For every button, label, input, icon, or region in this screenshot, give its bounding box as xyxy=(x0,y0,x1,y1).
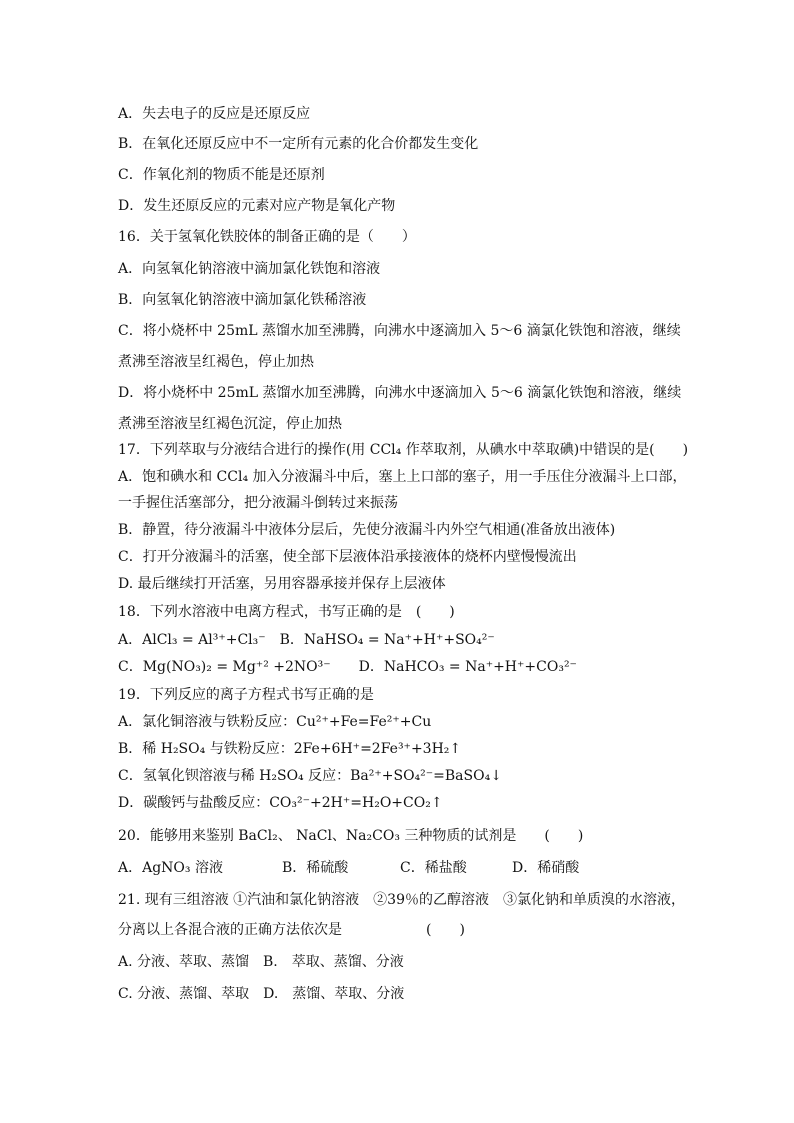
q15-option-c: C．作氧化剂的物质不能是还原剂 xyxy=(118,167,325,183)
q17-stem: 17．下列萃取与分液结合进行的操作(用 CCl₄ 作萃取剂，从碘水中萃取碘)中错误的是( ) xyxy=(118,442,689,458)
q16-option-c-cont: 煮沸至溶液呈红褐色，停止加热 xyxy=(118,354,314,370)
q21-stem-cont: 分离以上各混合液的正确方法依次是 ( ) xyxy=(118,922,465,938)
q19-option-c: C．氢氧化钡溶液与稀 H₂SO₄ 反应：Ba²⁺+SO₄²⁻=BaSO₄↓ xyxy=(118,768,502,784)
q17-option-a-cont: 一手握住活塞部分，把分液漏斗倒转过来振荡 xyxy=(118,495,398,511)
q19-option-b: B．稀 H₂SO₄ 与铁粉反应：2Fe+6H⁺=2Fe³⁺+3H₂↑ xyxy=(118,741,462,757)
q17-option-d: D. 最后继续打开活塞，另用容器承接并保存上层液体 xyxy=(118,576,446,592)
q21-options-ab: A. 分液、萃取、蒸馏 B. 萃取、蒸馏、分液 xyxy=(118,954,404,970)
q20-option-c: C．稀盐酸 xyxy=(400,860,467,876)
q19-option-d: D．碳酸钙与盐酸反应：CO₃²⁻+2H⁺=H₂O+CO₂↑ xyxy=(118,795,443,811)
q20-option-a: A．AgNO₃ 溶液 xyxy=(118,860,223,876)
q18-options-ab: A．AlCl₃ = Al³⁺+Cl₃⁻ B．NaHSO₄ = Na⁺+H⁺+SO₄²⁻ xyxy=(118,632,495,648)
q16-option-d: D．将小烧杯中 25mL 蒸馏水加至沸腾，向沸水中逐滴加入 5～6 滴氯化铁饱和溶液，继续 xyxy=(118,385,682,401)
q16-stem: 16．关于氢氧化铁胶体的制备正确的是（ ） xyxy=(118,229,416,245)
q20-option-b: B．稀硫酸 xyxy=(282,860,349,876)
q17-option-c: C．打开分液漏斗的活塞，使全部下层液体沿承接液体的烧杯内壁慢慢流出 xyxy=(118,549,577,565)
q16-option-c: C．将小烧杯中 25mL 蒸馏水加至沸腾，向沸水中逐滴加入 5～6 滴氯化铁饱和溶液，继续 xyxy=(118,323,681,339)
q16-option-d-cont: 煮沸至溶液呈红褐色沉淀，停止加热 xyxy=(118,416,342,432)
q17-option-b: B．静置，待分液漏斗中液体分层后，先使分液漏斗内外空气相通(准备放出液体) xyxy=(118,522,616,538)
q15-option-d: D．发生还原反应的元素对应产物是氧化产物 xyxy=(118,198,396,214)
q19-option-a: A．氯化铜溶液与铁粉反应：Cu²⁺+Fe=Fe²⁺+Cu xyxy=(118,714,432,730)
q20-stem: 20．能够用来鉴别 BaCl₂、 NaCl、Na₂CO₃ 三种物质的试剂是 ( ) xyxy=(118,828,584,844)
q18-stem: 18．下列水溶液中电离方程式，书写正确的是 ( ) xyxy=(118,604,455,620)
q15-option-a: A．失去电子的反应是还原反应 xyxy=(118,106,311,122)
q17-option-a: A．饱和碘水和 CCl₄ 加入分液漏斗中后，塞上上口部的塞子，用一手压住分液漏斗上口部， xyxy=(118,469,687,485)
q16-option-b: B．向氢氧化钠溶液中滴加氯化铁稀溶液 xyxy=(118,292,367,308)
q20-options xyxy=(118,858,579,878)
q16-option-a: A．向氢氧化钠溶液中滴加氯化铁饱和溶液 xyxy=(118,261,381,277)
q18-options-cd: C．Mg(NO₃)₂ = Mg⁺² +2NO³⁻ D．NaHCO₃ = Na⁺+H⁺+CO₃²⁻ xyxy=(118,659,577,675)
q19-stem: 19．下列反应的离子方程式书写正确的是 xyxy=(118,687,374,703)
q15-option-b: B．在氧化还原反应中不一定所有元素的化合价都发生变化 xyxy=(118,136,479,152)
q21-options-cd: C. 分液、蒸馏、萃取 D. 蒸馏、萃取、分液 xyxy=(118,986,405,1002)
q21-stem: 21. 现有三组溶液 ①汽油和氯化钠溶液 ②39％的乙醇溶液 ③氯化钠和单质溴的水溶液， xyxy=(118,892,685,908)
q20-option-d: D．稀硝酸 xyxy=(512,860,580,876)
